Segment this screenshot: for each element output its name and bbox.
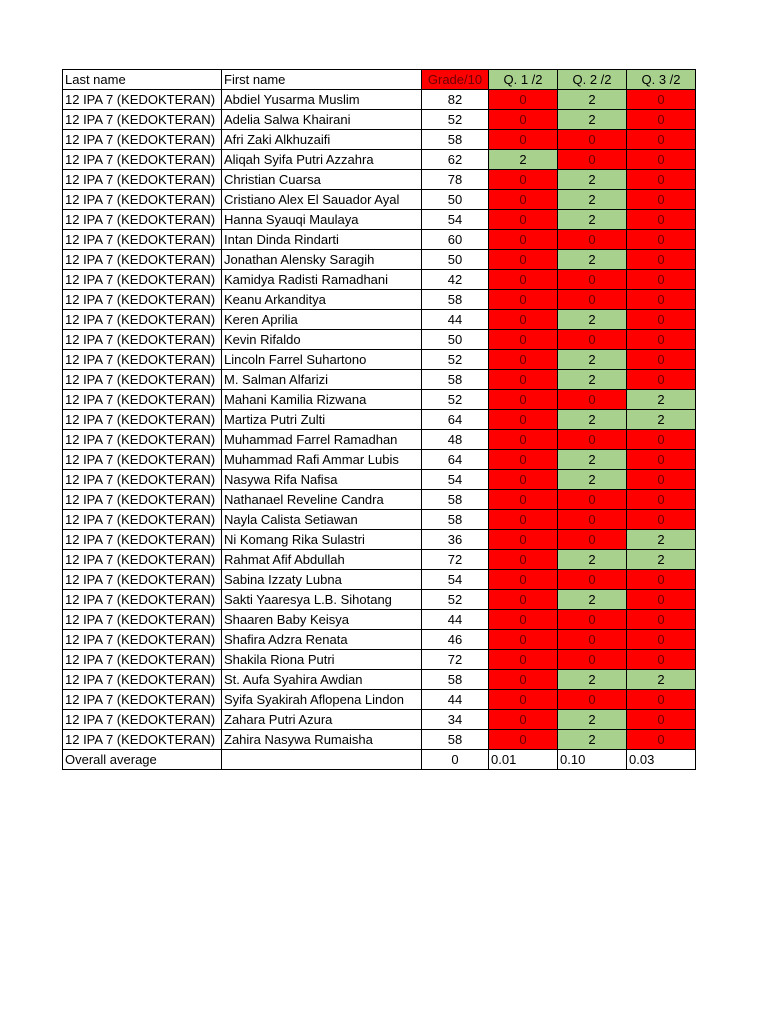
first-name-cell: Nayla Calista Setiawan xyxy=(222,510,422,530)
overall-q3-average: 0.03 xyxy=(627,750,696,770)
question-3-score-cell: 0 xyxy=(627,370,696,390)
first-name-cell: Shakila Riona Putri xyxy=(222,650,422,670)
overall-average-label: Overall average xyxy=(63,750,222,770)
last-name-cell: 12 IPA 7 (KEDOKTERAN) xyxy=(63,150,222,170)
question-1-score-cell: 0 xyxy=(489,510,558,530)
last-name-cell: 12 IPA 7 (KEDOKTERAN) xyxy=(63,530,222,550)
grade-cell: 52 xyxy=(422,110,489,130)
question-3-header: Q. 3 /2 xyxy=(627,70,696,90)
grade-cell: 52 xyxy=(422,590,489,610)
question-1-score-cell: 0 xyxy=(489,250,558,270)
last-name-cell: 12 IPA 7 (KEDOKTERAN) xyxy=(63,430,222,450)
question-1-score-cell: 0 xyxy=(489,110,558,130)
question-1-score-cell: 0 xyxy=(489,310,558,330)
question-3-score-cell: 2 xyxy=(627,530,696,550)
grade-cell: 44 xyxy=(422,610,489,630)
question-1-score-cell: 0 xyxy=(489,210,558,230)
table-row xyxy=(63,670,696,690)
table-row xyxy=(63,570,696,590)
first-name-cell: Afri Zaki Alkhuzaifi xyxy=(222,130,422,150)
grade-cell: 46 xyxy=(422,630,489,650)
table-row xyxy=(63,270,696,290)
question-2-score-cell: 0 xyxy=(558,650,627,670)
last-name-cell: 12 IPA 7 (KEDOKTERAN) xyxy=(63,670,222,690)
grade-cell: 44 xyxy=(422,310,489,330)
question-2-score-cell: 0 xyxy=(558,610,627,630)
table-row xyxy=(63,710,696,730)
table-row xyxy=(63,370,696,390)
table-row xyxy=(63,250,696,270)
question-1-score-cell: 0 xyxy=(489,570,558,590)
grade-cell: 62 xyxy=(422,150,489,170)
first-name-cell: Martiza Putri Zulti xyxy=(222,410,422,430)
question-2-score-cell: 2 xyxy=(558,110,627,130)
first-name-cell: Intan Dinda Rindarti xyxy=(222,230,422,250)
grade-rows xyxy=(63,90,696,750)
table-row xyxy=(63,650,696,670)
table-row xyxy=(63,530,696,550)
question-3-score-cell: 0 xyxy=(627,630,696,650)
question-1-score-cell: 0 xyxy=(489,550,558,570)
question-3-score-cell: 0 xyxy=(627,110,696,130)
grade-cell: 60 xyxy=(422,230,489,250)
question-2-score-cell: 2 xyxy=(558,550,627,570)
last-name-cell: 12 IPA 7 (KEDOKTERAN) xyxy=(63,610,222,630)
last-name-cell: 12 IPA 7 (KEDOKTERAN) xyxy=(63,110,222,130)
question-1-header: Q. 1 /2 xyxy=(489,70,558,90)
question-2-score-cell: 0 xyxy=(558,490,627,510)
question-3-score-cell: 2 xyxy=(627,670,696,690)
table-row xyxy=(63,610,696,630)
question-2-score-cell: 0 xyxy=(558,230,627,250)
first-name-cell: Rahmat Afif Abdullah xyxy=(222,550,422,570)
question-1-score-cell: 0 xyxy=(489,610,558,630)
last-name-cell: 12 IPA 7 (KEDOKTERAN) xyxy=(63,690,222,710)
question-2-score-cell: 0 xyxy=(558,270,627,290)
grade-cell: 54 xyxy=(422,470,489,490)
question-1-score-cell: 0 xyxy=(489,270,558,290)
question-3-score-cell: 0 xyxy=(627,510,696,530)
question-2-score-cell: 0 xyxy=(558,690,627,710)
last-name-cell: 12 IPA 7 (KEDOKTERAN) xyxy=(63,550,222,570)
grade-cell: 42 xyxy=(422,270,489,290)
question-3-score-cell: 0 xyxy=(627,650,696,670)
question-1-score-cell: 0 xyxy=(489,170,558,190)
grade-cell: 58 xyxy=(422,370,489,390)
table-row xyxy=(63,310,696,330)
last-name-cell: 12 IPA 7 (KEDOKTERAN) xyxy=(63,730,222,750)
table-row xyxy=(63,130,696,150)
last-name-cell: 12 IPA 7 (KEDOKTERAN) xyxy=(63,330,222,350)
grade-cell: 64 xyxy=(422,450,489,470)
grade-cell: 82 xyxy=(422,90,489,110)
first-name-cell: M. Salman Alfarizi xyxy=(222,370,422,390)
question-2-score-cell: 2 xyxy=(558,450,627,470)
grade-cell: 58 xyxy=(422,130,489,150)
grade-cell: 52 xyxy=(422,390,489,410)
last-name-cell: 12 IPA 7 (KEDOKTERAN) xyxy=(63,210,222,230)
question-1-score-cell: 0 xyxy=(489,390,558,410)
grade-header: Grade/10 xyxy=(422,70,489,90)
first-name-cell: Shafira Adzra Renata xyxy=(222,630,422,650)
question-2-score-cell: 0 xyxy=(558,130,627,150)
question-1-score-cell: 0 xyxy=(489,290,558,310)
question-1-score-cell: 0 xyxy=(489,470,558,490)
grade-cell: 50 xyxy=(422,190,489,210)
first-name-cell: Mahani Kamilia Rizwana xyxy=(222,390,422,410)
last-name-cell: 12 IPA 7 (KEDOKTERAN) xyxy=(63,510,222,530)
first-name-cell: Hanna Syauqi Maulaya xyxy=(222,210,422,230)
table-row xyxy=(63,330,696,350)
first-name-header: First name xyxy=(222,70,422,90)
last-name-cell: 12 IPA 7 (KEDOKTERAN) xyxy=(63,630,222,650)
question-1-score-cell: 0 xyxy=(489,650,558,670)
grade-cell: 36 xyxy=(422,530,489,550)
table-row xyxy=(63,90,696,110)
question-3-score-cell: 0 xyxy=(627,90,696,110)
table-row xyxy=(63,430,696,450)
question-3-score-cell: 0 xyxy=(627,310,696,330)
question-2-score-cell: 0 xyxy=(558,570,627,590)
grade-cell: 50 xyxy=(422,250,489,270)
question-3-score-cell: 0 xyxy=(627,430,696,450)
question-1-score-cell: 0 xyxy=(489,430,558,450)
question-1-score-cell: 0 xyxy=(489,630,558,650)
grade-cell: 50 xyxy=(422,330,489,350)
last-name-cell: 12 IPA 7 (KEDOKTERAN) xyxy=(63,570,222,590)
question-3-score-cell: 2 xyxy=(627,410,696,430)
first-name-cell: Sakti Yaaresya L.B. Sihotang xyxy=(222,590,422,610)
first-name-cell: Kevin Rifaldo xyxy=(222,330,422,350)
table-row xyxy=(63,510,696,530)
question-1-score-cell: 0 xyxy=(489,330,558,350)
question-1-score-cell: 0 xyxy=(489,690,558,710)
grade-cell: 54 xyxy=(422,210,489,230)
grade-cell: 72 xyxy=(422,650,489,670)
first-name-cell: Ni Komang Rika Sulastri xyxy=(222,530,422,550)
first-name-cell: Zahira Nasywa Rumaisha xyxy=(222,730,422,750)
question-3-score-cell: 0 xyxy=(627,290,696,310)
question-3-score-cell: 0 xyxy=(627,210,696,230)
question-2-score-cell: 0 xyxy=(558,330,627,350)
question-3-score-cell: 0 xyxy=(627,170,696,190)
table-row xyxy=(63,450,696,470)
first-name-cell: St. Aufa Syahira Awdian xyxy=(222,670,422,690)
question-1-score-cell: 0 xyxy=(489,590,558,610)
question-2-score-cell: 2 xyxy=(558,710,627,730)
last-name-cell: 12 IPA 7 (KEDOKTERAN) xyxy=(63,310,222,330)
header-row xyxy=(63,70,696,90)
grade-cell: 58 xyxy=(422,490,489,510)
overall-grade-average: 0 xyxy=(422,750,489,770)
last-name-cell: 12 IPA 7 (KEDOKTERAN) xyxy=(63,270,222,290)
question-1-score-cell: 0 xyxy=(489,90,558,110)
question-2-score-cell: 2 xyxy=(558,470,627,490)
grade-cell: 58 xyxy=(422,510,489,530)
first-name-cell: Lincoln Farrel Suhartono xyxy=(222,350,422,370)
question-1-score-cell: 0 xyxy=(489,450,558,470)
question-1-score-cell: 2 xyxy=(489,150,558,170)
last-name-cell: 12 IPA 7 (KEDOKTERAN) xyxy=(63,250,222,270)
last-name-cell: 12 IPA 7 (KEDOKTERAN) xyxy=(63,130,222,150)
grade-cell: 52 xyxy=(422,350,489,370)
question-2-score-cell: 2 xyxy=(558,170,627,190)
table-row xyxy=(63,690,696,710)
overall-q1-average: 0.01 xyxy=(489,750,558,770)
last-name-cell: 12 IPA 7 (KEDOKTERAN) xyxy=(63,390,222,410)
question-2-score-cell: 0 xyxy=(558,390,627,410)
first-name-cell: Sabina Izzaty Lubna xyxy=(222,570,422,590)
first-name-cell: Adelia Salwa Khairani xyxy=(222,110,422,130)
table-row xyxy=(63,290,696,310)
question-1-score-cell: 0 xyxy=(489,350,558,370)
overall-q2-average: 0.10 xyxy=(558,750,627,770)
last-name-cell: 12 IPA 7 (KEDOKTERAN) xyxy=(63,650,222,670)
table-row xyxy=(63,410,696,430)
question-3-score-cell: 0 xyxy=(627,490,696,510)
grade-cell: 48 xyxy=(422,430,489,450)
first-name-cell: Zahara Putri Azura xyxy=(222,710,422,730)
question-2-score-cell: 2 xyxy=(558,250,627,270)
last-name-cell: 12 IPA 7 (KEDOKTERAN) xyxy=(63,710,222,730)
last-name-cell: 12 IPA 7 (KEDOKTERAN) xyxy=(63,230,222,250)
question-2-score-cell: 0 xyxy=(558,510,627,530)
question-2-score-cell: 0 xyxy=(558,530,627,550)
table-row xyxy=(63,490,696,510)
question-3-score-cell: 0 xyxy=(627,710,696,730)
first-name-cell: Syifa Syakirah Aflopena Lindon xyxy=(222,690,422,710)
question-3-score-cell: 0 xyxy=(627,190,696,210)
question-3-score-cell: 2 xyxy=(627,550,696,570)
table-row xyxy=(63,230,696,250)
question-1-score-cell: 0 xyxy=(489,130,558,150)
question-1-score-cell: 0 xyxy=(489,410,558,430)
last-name-cell: 12 IPA 7 (KEDOKTERAN) xyxy=(63,590,222,610)
grade-cell: 54 xyxy=(422,570,489,590)
question-2-score-cell: 2 xyxy=(558,590,627,610)
question-1-score-cell: 0 xyxy=(489,490,558,510)
question-2-score-cell: 0 xyxy=(558,290,627,310)
question-3-score-cell: 0 xyxy=(627,570,696,590)
table-row xyxy=(63,170,696,190)
first-name-cell: Jonathan Alensky Saragih xyxy=(222,250,422,270)
question-3-score-cell: 0 xyxy=(627,330,696,350)
grade-cell: 58 xyxy=(422,290,489,310)
first-name-cell: Muhammad Farrel Ramadhan xyxy=(222,430,422,450)
question-3-score-cell: 0 xyxy=(627,130,696,150)
first-name-cell: Keanu Arkanditya xyxy=(222,290,422,310)
question-2-score-cell: 2 xyxy=(558,670,627,690)
table-row xyxy=(63,110,696,130)
overall-average-row xyxy=(63,750,696,770)
grade-cell: 58 xyxy=(422,730,489,750)
grade-cell: 72 xyxy=(422,550,489,570)
question-2-score-cell: 2 xyxy=(558,190,627,210)
question-2-score-cell: 0 xyxy=(558,630,627,650)
last-name-cell: 12 IPA 7 (KEDOKTERAN) xyxy=(63,350,222,370)
first-name-cell: Nathanael Reveline Candra xyxy=(222,490,422,510)
question-2-header: Q. 2 /2 xyxy=(558,70,627,90)
table-row xyxy=(63,210,696,230)
first-name-cell: Muhammad Rafi Ammar Lubis xyxy=(222,450,422,470)
last-name-cell: 12 IPA 7 (KEDOKTERAN) xyxy=(63,410,222,430)
question-3-score-cell: 0 xyxy=(627,610,696,630)
first-name-cell: Keren Aprilia xyxy=(222,310,422,330)
first-name-cell: Cristiano Alex El Sauador Ayal xyxy=(222,190,422,210)
question-2-score-cell: 2 xyxy=(558,350,627,370)
table-row xyxy=(63,730,696,750)
question-2-score-cell: 2 xyxy=(558,310,627,330)
question-2-score-cell: 2 xyxy=(558,210,627,230)
last-name-cell: 12 IPA 7 (KEDOKTERAN) xyxy=(63,90,222,110)
question-3-score-cell: 0 xyxy=(627,730,696,750)
first-name-cell: Christian Cuarsa xyxy=(222,170,422,190)
question-3-score-cell: 0 xyxy=(627,450,696,470)
question-2-score-cell: 2 xyxy=(558,90,627,110)
question-1-score-cell: 0 xyxy=(489,190,558,210)
question-3-score-cell: 0 xyxy=(627,270,696,290)
question-2-score-cell: 2 xyxy=(558,410,627,430)
grade-cell: 78 xyxy=(422,170,489,190)
question-3-score-cell: 0 xyxy=(627,350,696,370)
last-name-header: Last name xyxy=(63,70,222,90)
grade-table xyxy=(62,69,696,770)
last-name-cell: 12 IPA 7 (KEDOKTERAN) xyxy=(63,370,222,390)
question-1-score-cell: 0 xyxy=(489,530,558,550)
question-3-score-cell: 0 xyxy=(627,230,696,250)
question-2-score-cell: 2 xyxy=(558,730,627,750)
question-2-score-cell: 0 xyxy=(558,430,627,450)
question-2-score-cell: 2 xyxy=(558,370,627,390)
grade-cell: 58 xyxy=(422,670,489,690)
last-name-cell: 12 IPA 7 (KEDOKTERAN) xyxy=(63,190,222,210)
last-name-cell: 12 IPA 7 (KEDOKTERAN) xyxy=(63,450,222,470)
last-name-cell: 12 IPA 7 (KEDOKTERAN) xyxy=(63,170,222,190)
question-3-score-cell: 0 xyxy=(627,590,696,610)
question-3-score-cell: 0 xyxy=(627,250,696,270)
last-name-cell: 12 IPA 7 (KEDOKTERAN) xyxy=(63,470,222,490)
question-3-score-cell: 0 xyxy=(627,690,696,710)
table-row xyxy=(63,350,696,370)
first-name-cell: Abdiel Yusarma Muslim xyxy=(222,90,422,110)
grade-cell: 44 xyxy=(422,690,489,710)
question-1-score-cell: 0 xyxy=(489,710,558,730)
grade-cell: 64 xyxy=(422,410,489,430)
first-name-cell: Nasywa Rifa Nafisa xyxy=(222,470,422,490)
table-row xyxy=(63,590,696,610)
question-3-score-cell: 0 xyxy=(627,470,696,490)
first-name-cell: Shaaren Baby Keisya xyxy=(222,610,422,630)
question-3-score-cell: 2 xyxy=(627,390,696,410)
last-name-cell: 12 IPA 7 (KEDOKTERAN) xyxy=(63,490,222,510)
first-name-cell: Aliqah Syifa Putri Azzahra xyxy=(222,150,422,170)
question-1-score-cell: 0 xyxy=(489,230,558,250)
question-1-score-cell: 0 xyxy=(489,670,558,690)
question-1-score-cell: 0 xyxy=(489,730,558,750)
table-row xyxy=(63,550,696,570)
first-name-cell: Kamidya Radisti Ramadhani xyxy=(222,270,422,290)
table-row xyxy=(63,390,696,410)
overall-first-name-cell xyxy=(222,750,422,770)
question-2-score-cell: 0 xyxy=(558,150,627,170)
table-row xyxy=(63,630,696,650)
table-row xyxy=(63,150,696,170)
last-name-cell: 12 IPA 7 (KEDOKTERAN) xyxy=(63,290,222,310)
grade-cell: 34 xyxy=(422,710,489,730)
table-row xyxy=(63,190,696,210)
question-1-score-cell: 0 xyxy=(489,370,558,390)
table-row xyxy=(63,470,696,490)
question-3-score-cell: 0 xyxy=(627,150,696,170)
